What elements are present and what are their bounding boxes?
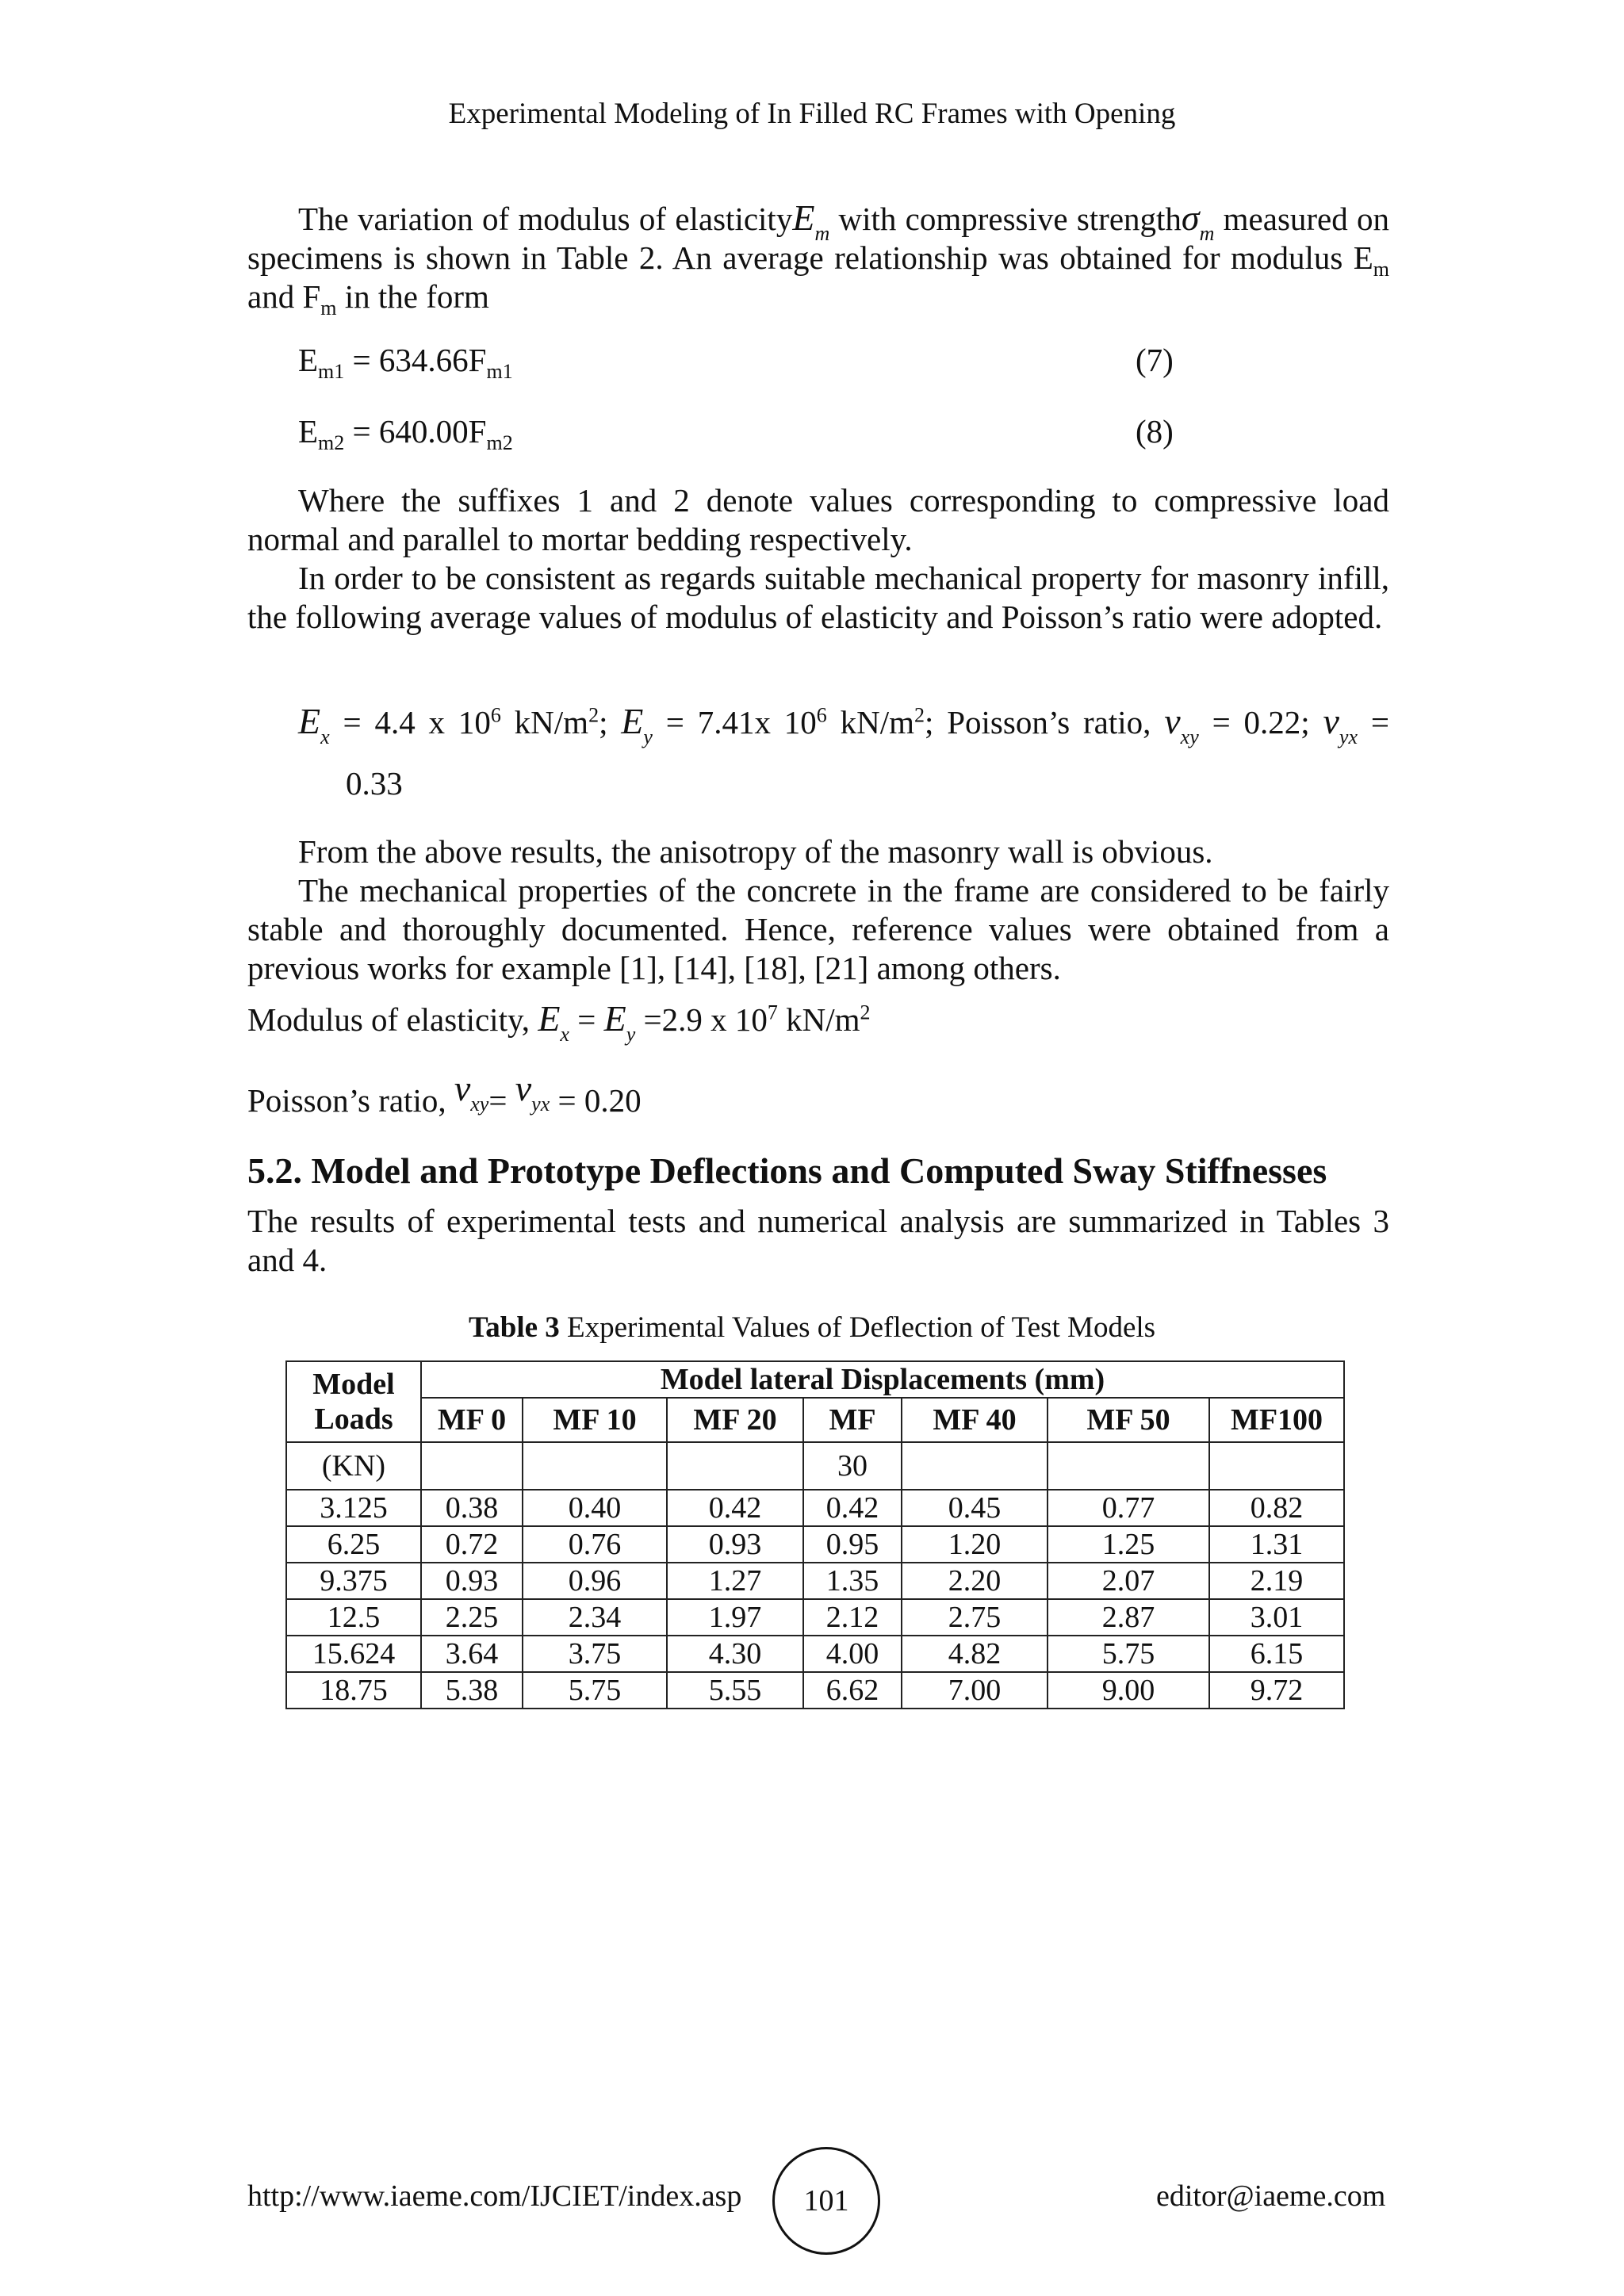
unit-cell [1048, 1442, 1209, 1490]
unit-row [286, 1442, 1344, 1490]
displacement-cell: 0.38 [421, 1490, 523, 1526]
header-displacements: Model lateral Displacements (mm) [421, 1361, 1344, 1398]
column-header: MF 20 [667, 1398, 803, 1442]
displacement-cell: 0.42 [803, 1490, 902, 1526]
concrete-modulus-line: Modulus of elasticity, $E_x = E_y =2.9$ x $10^7$ $kN/m^2$ [247, 998, 871, 1047]
displacement-cell: 3.75 [523, 1636, 667, 1672]
displacement-cell: 3.64 [421, 1636, 523, 1672]
displacement-cell: 0.77 [1048, 1490, 1209, 1526]
displacement-cell: 4.30 [667, 1636, 803, 1672]
displacement-cell: 6.15 [1209, 1636, 1344, 1672]
displacement-cell: 1.31 [1209, 1526, 1344, 1563]
displacement-cell: 0.76 [523, 1526, 667, 1563]
footer-url[interactable]: http://www.iaeme.com/IJCIET/index.asp [247, 2179, 742, 2213]
displacement-cell: 4.82 [902, 1636, 1048, 1672]
footer-email[interactable]: editor@iaeme.com [1156, 2179, 1386, 2213]
displacement-cell: 1.27 [667, 1563, 803, 1599]
concrete-poisson-line: Poisson’s ratio, $\nu_{xy}= \nu_{yx} = 0.20$ [247, 1068, 642, 1119]
unit-cell: 30 [803, 1442, 902, 1490]
paragraph-adopted-values: In order to be consistent as regards suitable mechanical property for masonry infill, the following average values of modulus of elasticity and Poisson’s ratio were adopted. [247, 560, 1389, 635]
paragraph-modulus-variation: The variation of modulus of elasticityE$_m$ with compressive strengthσ$_m$ measured on specimens is shown in Table 2. An average relationship was obtained for modulus $E_m$ and $F_m$ in the form [247, 197, 1390, 320]
table-row [286, 1526, 1344, 1563]
displacement-cell: 6.62 [803, 1672, 902, 1709]
table-row [286, 1599, 1344, 1636]
displacement-cell: 0.40 [523, 1490, 667, 1526]
column-header: MF 10 [523, 1398, 667, 1442]
section-heading: 5.2. Model and Prototype Deflections and Computed Sway Stiffnesses [247, 1150, 1327, 1191]
displacement-cell: 5.38 [421, 1672, 523, 1709]
header-model-loads: Model Loads [286, 1361, 421, 1442]
displacement-cell: 5.75 [523, 1672, 667, 1709]
equation-8-number: (8) [1136, 413, 1174, 450]
displacement-cell: 0.93 [421, 1563, 523, 1599]
displacement-cell: 9.72 [1209, 1672, 1344, 1709]
page-number: 101 [772, 2147, 880, 2255]
displacement-cell: 2.12 [803, 1599, 902, 1636]
column-header-row [286, 1398, 1344, 1442]
load-cell: 3.125 [286, 1490, 421, 1526]
displacement-cell: 2.87 [1048, 1599, 1209, 1636]
table-row [286, 1636, 1344, 1672]
displacement-cell: 2.20 [902, 1563, 1048, 1599]
unit-cell [667, 1442, 803, 1490]
table-caption: Table 3 Experimental Values of Deflection of Test Models [468, 1311, 1156, 1344]
paragraph-anisotropy: From the above results, the anisotropy of the masonry wall is obvious. The mechanical properties of the concrete in the frame are considered to be fairly stable and thoroughly documented. Hence, reference values were obtained from a previous works for example [1], [14], [18], [21] among others. [247, 833, 1389, 986]
column-header: MF100 [1209, 1398, 1344, 1442]
column-header: MF 50 [1048, 1398, 1209, 1442]
unit-cell [523, 1442, 667, 1490]
displacement-cell: 0.42 [667, 1490, 803, 1526]
equation-7-number: (7) [1136, 342, 1174, 378]
displacement-cell: 0.72 [421, 1526, 523, 1563]
unit-cell [902, 1442, 1048, 1490]
load-cell: 12.5 [286, 1599, 421, 1636]
unit-cell [1209, 1442, 1344, 1490]
displacement-cell: 1.97 [667, 1599, 803, 1636]
equation-8: $E_{m2} = 640.00F_{m2}$ [298, 413, 513, 455]
displacement-cell: 3.01 [1209, 1599, 1344, 1636]
displacement-cell: 0.95 [803, 1526, 902, 1563]
running-header: Experimental Modeling of In Filled RC Frames with Opening [448, 98, 1176, 130]
displacement-cell: 5.55 [667, 1672, 803, 1709]
displacement-cell: 2.25 [421, 1599, 523, 1636]
displacement-cell: 0.93 [667, 1526, 803, 1563]
paragraph-suffixes: Where the suffixes 1 and 2 denote values corresponding to compressive load normal and parallel to mortar bedding respectively. In order to be consistent as regards suitable mechanical property for masonry infill, the following average values of modulus of elasticity and Poisson’s ratio were adopted. [247, 482, 1389, 635]
table-row [286, 1672, 1344, 1709]
displacement-cell: 2.19 [1209, 1563, 1344, 1599]
displacement-cell: 2.34 [523, 1599, 667, 1636]
displacement-cell: 0.96 [523, 1563, 667, 1599]
load-cell: 18.75 [286, 1672, 421, 1709]
displacement-cell: 2.75 [902, 1599, 1048, 1636]
masonry-values-line: $E_x = 4.4$ x $10^6$ $kN/m^2$; $E_y = 7.41x$ $10^6$ $kN/m^2$; Poisson’s ratio, $\nu_{xy} = 0.22$; $\nu_{yx}$ = 0.33 [298, 701, 1389, 802]
displacement-cell: 5.75 [1048, 1636, 1209, 1672]
displacement-cell: 0.45 [902, 1490, 1048, 1526]
table-row [286, 1490, 1344, 1526]
load-cell: 6.25 [286, 1526, 421, 1563]
load-cell: 9.375 [286, 1563, 421, 1599]
paragraph-results-summary: The results of experimental tests and numerical analysis are summarized in Tables 3 and 4. [247, 1203, 1389, 1278]
load-cell: 15.624 [286, 1636, 421, 1672]
equation-7: $E_{m1} = 634.66F_{m1}$ [298, 342, 513, 384]
displacement-cell: 4.00 [803, 1636, 902, 1672]
displacement-cell: 0.82 [1209, 1490, 1344, 1526]
column-header: MF 40 [902, 1398, 1048, 1442]
displacement-cell: 7.00 [902, 1672, 1048, 1709]
unit-cell [421, 1442, 523, 1490]
displacement-cell: 1.20 [902, 1526, 1048, 1563]
unit-cell: (KN) [286, 1442, 421, 1490]
displacement-cell: 1.35 [803, 1563, 902, 1599]
displacement-cell: 1.25 [1048, 1526, 1209, 1563]
deflection-table [285, 1360, 1345, 1709]
paragraph-concrete-properties: The mechanical properties of the concrete in the frame are considered to be fairly stable and thoroughly documented. Hence, reference values were obtained from a previous works for example [1], [14], [18], [21] among others. [247, 872, 1389, 986]
column-header: MF [803, 1398, 902, 1442]
table-row [286, 1563, 1344, 1599]
displacement-cell: 9.00 [1048, 1672, 1209, 1709]
column-header: MF 0 [421, 1398, 523, 1442]
displacement-cell: 2.07 [1048, 1563, 1209, 1599]
